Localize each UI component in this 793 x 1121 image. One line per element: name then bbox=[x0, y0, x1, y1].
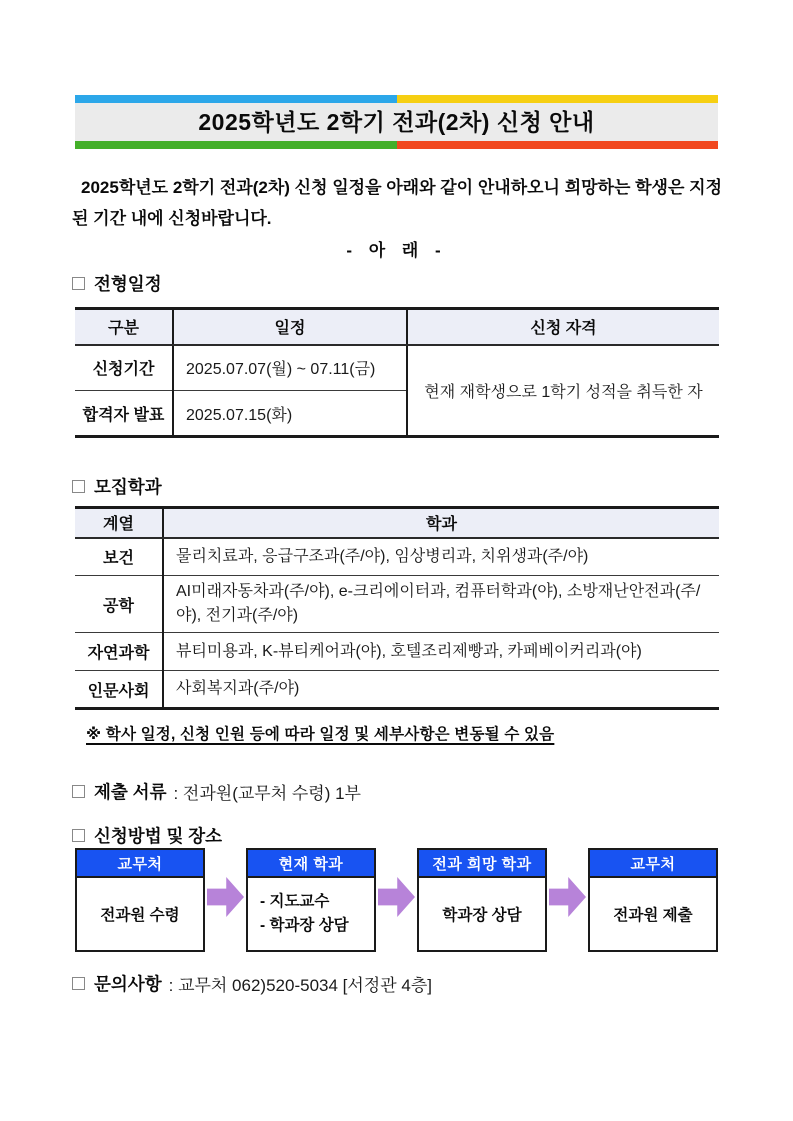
documents-value: : 전과원(교무처 수령) 1부 bbox=[173, 784, 361, 803]
right-arrow-icon bbox=[378, 877, 415, 917]
right-arrow-icon bbox=[549, 877, 586, 917]
section-heading-schedule-label: 전형일정 bbox=[94, 274, 162, 294]
change-notice-note: ※ 학사 일정, 신청 인원 등에 따라 일정 및 세부사항은 변동될 수 있음 bbox=[86, 726, 555, 743]
table-row bbox=[75, 345, 719, 391]
dept-category-health: 보건 bbox=[103, 550, 134, 568]
square-bullet-icon bbox=[72, 977, 85, 990]
schedule-col-header-type: 구분 bbox=[75, 309, 173, 345]
table-row bbox=[75, 671, 719, 709]
section-heading-schedule bbox=[72, 271, 162, 296]
flow-step-target-department bbox=[417, 848, 547, 952]
flow-step-body bbox=[248, 878, 374, 950]
dept-list-humanities: 사회복지과(주/야) bbox=[163, 671, 719, 709]
departments-table bbox=[75, 506, 719, 710]
section-heading-departments bbox=[72, 474, 162, 499]
below-marker: - 아 래 - bbox=[346, 241, 447, 260]
square-bullet-icon bbox=[72, 785, 85, 798]
table-row bbox=[75, 633, 719, 671]
flow-step-office-receive bbox=[75, 848, 205, 952]
intro-paragraph: 2025학년도 2학기 전과(2차) 신청 일정을 아래와 같이 안내하오니 희망하는 학생은 지정된 기간 내에 신청바랍니다. bbox=[72, 178, 722, 228]
flow-step-header: 전과 희망 학과 bbox=[419, 850, 545, 878]
banner-bar-green bbox=[75, 141, 397, 149]
schedule-row-application-label: 신청기간 bbox=[92, 361, 155, 379]
flow-step-office-submit bbox=[588, 848, 718, 952]
flow-step-body-line: - 학과장 상담 bbox=[260, 917, 349, 934]
banner-bar-blue bbox=[75, 95, 397, 103]
table-row bbox=[75, 538, 719, 576]
schedule-row-announce-label: 합격자 발표 bbox=[75, 391, 173, 437]
banner-bar-yellow bbox=[397, 95, 719, 103]
right-arrow-icon bbox=[207, 877, 244, 917]
flow-step-header: 교무처 bbox=[590, 850, 716, 878]
application-flowchart bbox=[75, 848, 718, 952]
contact-value: : 교무처 062)520-5034 [서정관 4층] bbox=[168, 976, 432, 995]
square-bullet-icon bbox=[72, 480, 85, 493]
dept-list-health: 물리치료과, 응급구조과(주/야), 임상병리과, 치위생과(주/야) bbox=[163, 538, 719, 576]
title-banner bbox=[75, 95, 718, 149]
flow-step-current-department bbox=[246, 848, 376, 952]
departments-col-header-category: 계열 bbox=[75, 508, 163, 538]
schedule-qualification-cell: 현재 재학생으로 1학기 성적을 취득한 자 bbox=[407, 345, 719, 437]
square-bullet-icon bbox=[72, 829, 85, 842]
section-heading-documents bbox=[72, 779, 361, 804]
dept-list-engineering: AI미래자동차과(주/야), e-크리에이터과, 컴퓨터학과(야), 소방재난안전과(주/야), 전기과(주/야) bbox=[163, 576, 719, 633]
banner-top-bar bbox=[75, 95, 718, 103]
square-bullet-icon bbox=[72, 277, 85, 290]
flow-step-body-line: - 지도교수 bbox=[260, 893, 330, 910]
flow-step-body: 전과원 수령 bbox=[100, 907, 180, 924]
section-heading-contact-label: 문의사항 bbox=[94, 974, 162, 994]
flow-step-header: 교무처 bbox=[77, 850, 203, 878]
schedule-row-announce-date: 2025.07.15(화) bbox=[173, 391, 407, 437]
page-title: 2025학년도 2학기 전과(2차) 신청 안내 bbox=[75, 103, 718, 141]
dept-category-humanities: 인문사회 bbox=[75, 671, 163, 709]
table-row bbox=[75, 576, 719, 633]
departments-table-header-row bbox=[75, 508, 719, 538]
section-heading-method-label: 신청방법 및 장소 bbox=[94, 826, 223, 846]
dept-category-natural-science: 자연과학 bbox=[75, 633, 163, 671]
departments-col-header-list: 학과 bbox=[163, 508, 719, 538]
schedule-row-application-date: 2025.07.07(월) ~ 07.11(금) bbox=[173, 345, 407, 391]
flow-step-header: 현재 학과 bbox=[248, 850, 374, 878]
schedule-col-header-qualification: 신청 자격 bbox=[407, 309, 719, 345]
section-heading-contact bbox=[72, 971, 432, 996]
section-heading-departments-label: 모집학과 bbox=[94, 477, 162, 497]
dept-category-engineering: 공학 bbox=[75, 576, 163, 633]
flow-step-body: 전과원 제출 bbox=[613, 907, 693, 924]
flow-step-body: 학과장 상담 bbox=[442, 907, 522, 924]
schedule-col-header-date: 일정 bbox=[173, 309, 407, 345]
dept-list-natural-science: 뷰티미용과, K-뷰티케어과(야), 호텔조리제빵과, 카페베이커리과(야) bbox=[163, 633, 719, 671]
banner-bar-red bbox=[397, 141, 719, 149]
section-heading-method bbox=[72, 823, 222, 848]
banner-bottom-bar bbox=[75, 141, 718, 149]
schedule-table bbox=[75, 307, 719, 438]
section-heading-documents-label: 제출 서류 bbox=[94, 782, 167, 802]
schedule-table-header-row bbox=[75, 309, 719, 345]
